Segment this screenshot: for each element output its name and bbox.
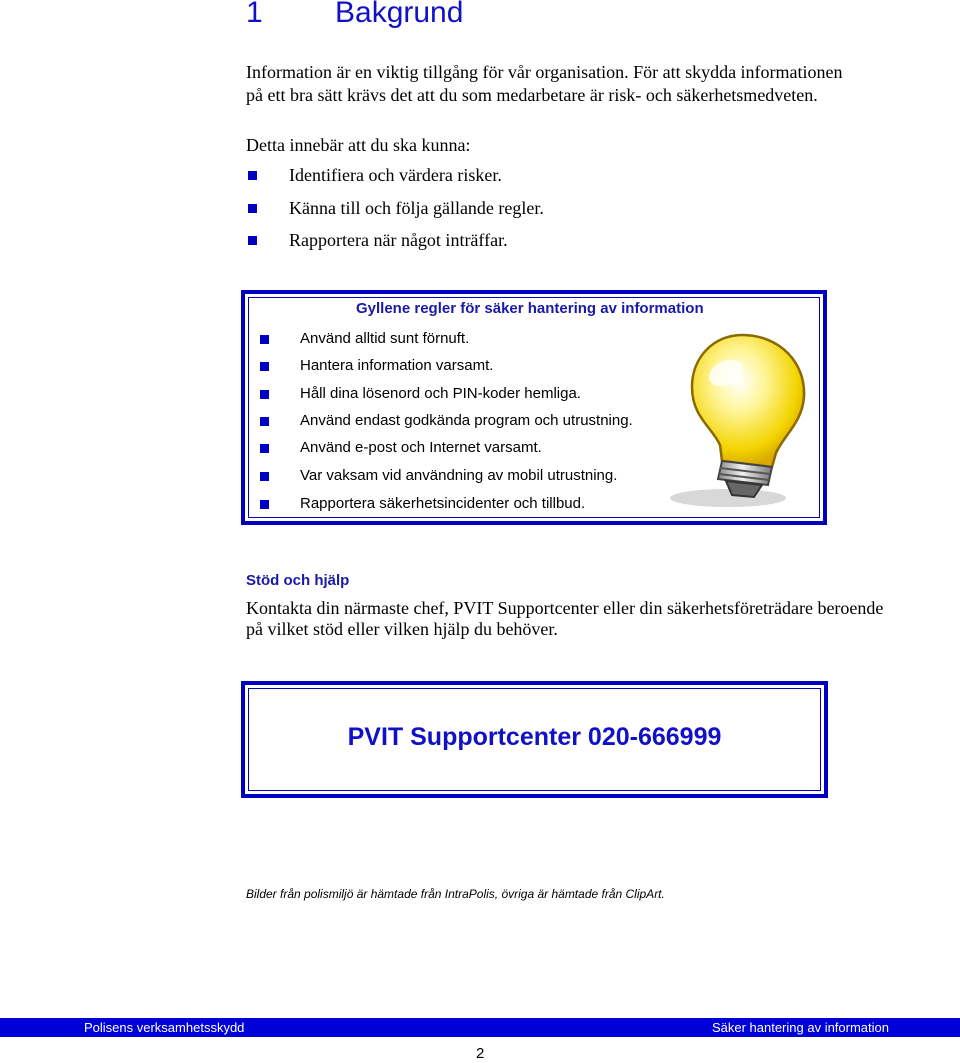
lightbulb-icon — [668, 325, 816, 520]
support-text: Kontakta din närmaste chef, PVIT Supportcenter eller din säkerhetsföreträdare beroende på vilket stöd eller vilken hjälp du behöver. — [246, 598, 884, 639]
bullet-icon — [248, 236, 257, 245]
bullet-icon — [260, 335, 269, 344]
section-title: Bakgrund — [335, 0, 464, 29]
lead-text: Detta innebär att du ska kunna: — [246, 135, 471, 155]
contact-text: PVIT Supportcenter 020-666999 — [347, 723, 722, 751]
bullet-icon — [260, 417, 269, 426]
bullet-icon — [248, 204, 257, 213]
bullet-icon — [260, 390, 269, 399]
section-number: 1 — [246, 0, 263, 29]
bullet-icon — [260, 362, 269, 371]
footer-right-text: Säker hantering av information — [711, 1020, 889, 1035]
image-credit: Bilder från polismiljö är hämtade från IntraPolis, övriga är hämtade från ClipArt. — [246, 887, 665, 901]
bullet-icon — [248, 171, 257, 180]
bullet-icon — [260, 444, 269, 453]
intro-paragraph: Information är en viktig tillgång för vår organisation. För att skydda informationen på ett bra sätt krävs det att du som medarbetare är risk- och säkerhetsmedveten. — [246, 62, 843, 105]
bullet-icon — [260, 500, 269, 509]
rules-box-title: Gyllene regler för säker hantering av information — [356, 300, 704, 317]
section-heading — [246, 0, 463, 30]
support-heading: Stöd och hjälp — [246, 572, 350, 589]
page-number: 2 — [476, 1045, 485, 1062]
bullet-icon — [260, 472, 269, 481]
footer-left-text: Polisens verksamhetsskydd — [84, 1020, 245, 1035]
